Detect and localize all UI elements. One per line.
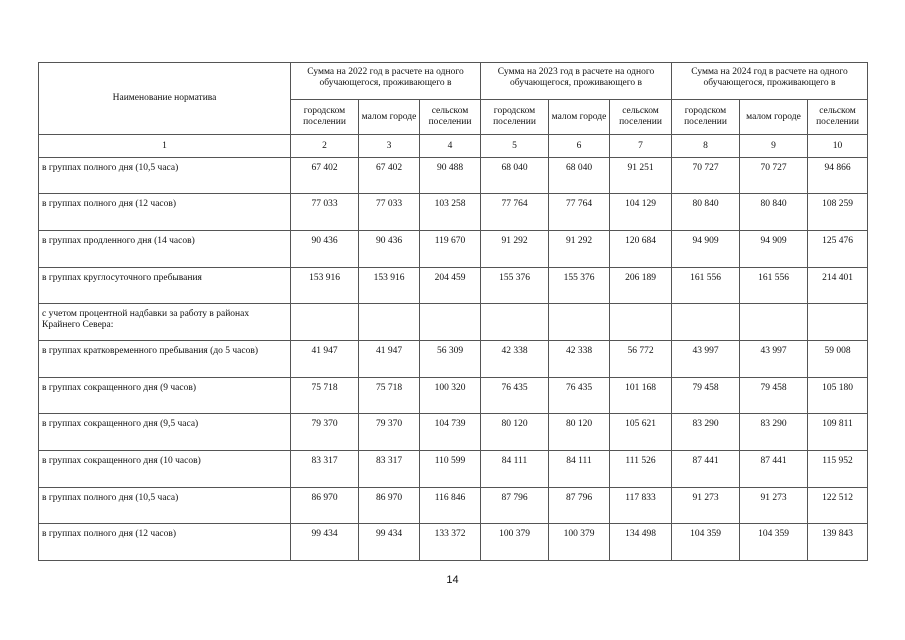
column-number: 2: [291, 135, 359, 158]
value-cell: 110 599: [420, 451, 481, 488]
column-number: 9: [740, 135, 808, 158]
value-cell: 94 909: [672, 231, 740, 268]
subcol-header: сельском поселении: [420, 100, 481, 135]
value-cell: 77 033: [291, 194, 359, 231]
value-cell: 91 251: [610, 158, 672, 194]
value-cell: 204 459: [420, 268, 481, 304]
column-number: 1: [39, 135, 291, 158]
value-cell: 100 379: [481, 524, 549, 561]
subcol-header: сельском поселении: [808, 100, 868, 135]
column-number: 3: [359, 135, 420, 158]
value-cell: [359, 304, 420, 341]
value-cell: 75 718: [291, 378, 359, 414]
value-cell: 134 498: [610, 524, 672, 561]
value-cell: 43 997: [672, 341, 740, 378]
value-cell: 104 129: [610, 194, 672, 231]
value-cell: 83 317: [291, 451, 359, 488]
value-cell: 104 359: [672, 524, 740, 561]
value-cell: 119 670: [420, 231, 481, 268]
value-cell: 83 317: [359, 451, 420, 488]
row-name: в группах круглосуточного пребывания: [39, 268, 291, 304]
value-cell: 68 040: [549, 158, 610, 194]
value-cell: 104 359: [740, 524, 808, 561]
column-number: 6: [549, 135, 610, 158]
value-cell: 101 168: [610, 378, 672, 414]
value-cell: [672, 304, 740, 341]
value-cell: 105 621: [610, 414, 672, 451]
table-row: [39, 231, 868, 268]
row-name: в группах сокращенного дня (10 часов): [39, 451, 291, 488]
value-cell: 122 512: [808, 488, 868, 524]
table-row: [39, 158, 868, 194]
value-cell: [808, 304, 868, 341]
value-cell: 43 997: [740, 341, 808, 378]
value-cell: 105 180: [808, 378, 868, 414]
value-cell: 94 909: [740, 231, 808, 268]
value-cell: [291, 304, 359, 341]
value-cell: 120 684: [610, 231, 672, 268]
table-row: [39, 194, 868, 231]
value-cell: [549, 304, 610, 341]
value-cell: 77 764: [549, 194, 610, 231]
value-cell: 79 370: [291, 414, 359, 451]
value-cell: 91 292: [481, 231, 549, 268]
row-name: в группах сокращенного дня (9,5 часа): [39, 414, 291, 451]
value-cell: 125 476: [808, 231, 868, 268]
row-name: в группах полного дня (12 часов): [39, 194, 291, 231]
value-cell: 91 273: [740, 488, 808, 524]
value-cell: 77 764: [481, 194, 549, 231]
value-cell: 87 441: [672, 451, 740, 488]
table-body: [39, 158, 868, 561]
value-cell: 84 111: [549, 451, 610, 488]
value-cell: 68 040: [481, 158, 549, 194]
value-cell: 83 290: [672, 414, 740, 451]
table-row: [39, 341, 868, 378]
value-cell: 77 033: [359, 194, 420, 231]
value-cell: 90 488: [420, 158, 481, 194]
row-name: в группах полного дня (10,5 часа): [39, 488, 291, 524]
column-number: 4: [420, 135, 481, 158]
value-cell: 161 556: [672, 268, 740, 304]
value-cell: 67 402: [359, 158, 420, 194]
value-cell: 153 916: [359, 268, 420, 304]
table-row: [39, 524, 868, 561]
value-cell: 42 338: [549, 341, 610, 378]
value-cell: 108 259: [808, 194, 868, 231]
header-row-numbers: [39, 135, 868, 158]
value-cell: 56 772: [610, 341, 672, 378]
value-cell: 117 833: [610, 488, 672, 524]
value-cell: [481, 304, 549, 341]
subcol-header: малом городе: [549, 100, 610, 135]
value-cell: 79 370: [359, 414, 420, 451]
value-cell: 161 556: [740, 268, 808, 304]
name-column-header: Наименование норматива: [39, 63, 291, 135]
table-row: [39, 414, 868, 451]
value-cell: 214 401: [808, 268, 868, 304]
value-cell: 83 290: [740, 414, 808, 451]
value-cell: 80 120: [549, 414, 610, 451]
value-cell: 80 840: [672, 194, 740, 231]
value-cell: 100 320: [420, 378, 481, 414]
value-cell: [420, 304, 481, 341]
column-number: 7: [610, 135, 672, 158]
value-cell: [610, 304, 672, 341]
value-cell: 41 947: [359, 341, 420, 378]
row-name: в группах сокращенного дня (9 часов): [39, 378, 291, 414]
value-cell: 70 727: [740, 158, 808, 194]
header-row-groups: [39, 63, 868, 100]
subcol-header: городском поселении: [291, 100, 359, 135]
value-cell: 90 436: [291, 231, 359, 268]
value-cell: 86 970: [291, 488, 359, 524]
value-cell: 99 434: [359, 524, 420, 561]
value-cell: 91 292: [549, 231, 610, 268]
value-cell: 206 189: [610, 268, 672, 304]
subcol-header: городском поселении: [481, 100, 549, 135]
value-cell: 76 435: [549, 378, 610, 414]
value-cell: 70 727: [672, 158, 740, 194]
value-cell: 116 846: [420, 488, 481, 524]
row-name: с учетом процентной надбавки за работу в районах Крайнего Севера:: [39, 304, 291, 341]
subcol-header: малом городе: [359, 100, 420, 135]
value-cell: [740, 304, 808, 341]
value-cell: 79 458: [672, 378, 740, 414]
value-cell: 59 008: [808, 341, 868, 378]
table-row: [39, 378, 868, 414]
normatives-table: [38, 62, 868, 561]
table-row: [39, 451, 868, 488]
value-cell: 56 309: [420, 341, 481, 378]
value-cell: 80 840: [740, 194, 808, 231]
subcol-header: городском поселении: [672, 100, 740, 135]
value-cell: 153 916: [291, 268, 359, 304]
value-cell: 115 952: [808, 451, 868, 488]
value-cell: 91 273: [672, 488, 740, 524]
page-number: 14: [446, 574, 459, 586]
row-name: в группах кратковременного пребывания (до 5 часов): [39, 341, 291, 378]
value-cell: 87 441: [740, 451, 808, 488]
value-cell: 100 379: [549, 524, 610, 561]
column-number: 10: [808, 135, 868, 158]
value-cell: 87 796: [549, 488, 610, 524]
group-header-2024: Сумма на 2024 год в расчете на одного обучающегося, проживающего в: [672, 63, 868, 100]
value-cell: 84 111: [481, 451, 549, 488]
value-cell: 75 718: [359, 378, 420, 414]
subcol-header: малом городе: [740, 100, 808, 135]
row-name: в группах продленного дня (14 часов): [39, 231, 291, 268]
value-cell: 104 739: [420, 414, 481, 451]
value-cell: 87 796: [481, 488, 549, 524]
value-cell: 109 811: [808, 414, 868, 451]
value-cell: 41 947: [291, 341, 359, 378]
value-cell: 86 970: [359, 488, 420, 524]
group-header-2022: Сумма на 2022 год в расчете на одного обучающегося, проживающего в: [291, 63, 481, 100]
value-cell: 94 866: [808, 158, 868, 194]
value-cell: 133 372: [420, 524, 481, 561]
group-header-2023: Сумма на 2023 год в расчете на одного обучающегося, проживающего в: [481, 63, 672, 100]
value-cell: 103 258: [420, 194, 481, 231]
row-name: в группах полного дня (10,5 часа): [39, 158, 291, 194]
value-cell: 111 526: [610, 451, 672, 488]
value-cell: 67 402: [291, 158, 359, 194]
value-cell: 155 376: [549, 268, 610, 304]
value-cell: 79 458: [740, 378, 808, 414]
value-cell: 99 434: [291, 524, 359, 561]
value-cell: 80 120: [481, 414, 549, 451]
value-cell: 139 843: [808, 524, 868, 561]
value-cell: 42 338: [481, 341, 549, 378]
table-row: [39, 268, 868, 304]
value-cell: 76 435: [481, 378, 549, 414]
value-cell: 90 436: [359, 231, 420, 268]
column-number: 8: [672, 135, 740, 158]
value-cell: 155 376: [481, 268, 549, 304]
table-row: [39, 304, 868, 341]
table-row: [39, 488, 868, 524]
column-number: 5: [481, 135, 549, 158]
row-name: в группах полного дня (12 часов): [39, 524, 291, 561]
subcol-header: сельском поселении: [610, 100, 672, 135]
